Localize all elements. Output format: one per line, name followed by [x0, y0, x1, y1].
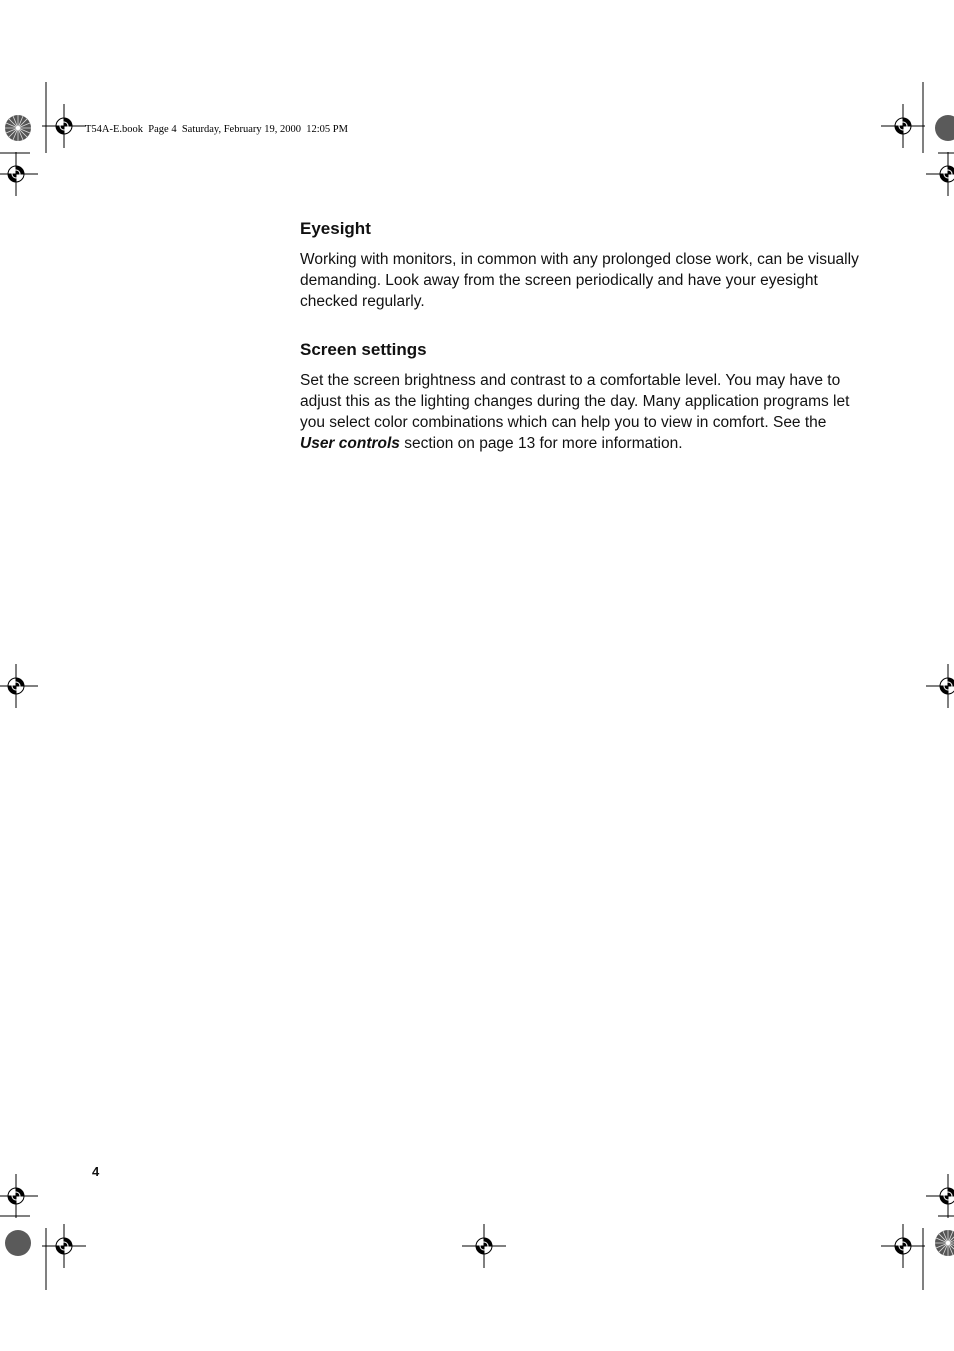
section-body: Working with monitors, in common with any prolonged close work, can be visually demanding. Look away from the screen periodically and have your eyesight checked regularly.	[300, 251, 859, 310]
registration-mark-icon	[462, 1224, 506, 1268]
section-heading: Screen settings	[300, 340, 427, 359]
body-text-after: section on page 13 for more information.	[399, 435, 683, 452]
color-bar-circle-icon	[5, 1230, 31, 1256]
registration-mark-icon	[881, 1224, 925, 1268]
registration-mark-icon	[881, 104, 925, 148]
registration-mark-icon	[0, 152, 38, 196]
registration-mark-icon	[926, 664, 954, 708]
color-bar-circle-icon	[935, 1230, 954, 1256]
main-content	[300, 218, 860, 454]
registration-mark-icon	[926, 1174, 954, 1218]
section-screen-settings	[300, 339, 860, 454]
print-slug: T54A-E.book Page 4 Saturday, February 19, 2000 12:05 PM	[85, 124, 348, 135]
section-eyesight	[300, 218, 860, 312]
registration-mark-icon	[42, 104, 86, 148]
color-bar-circle-icon	[935, 115, 954, 141]
color-bar-circle-icon	[5, 115, 31, 141]
registration-mark-icon	[42, 1224, 86, 1268]
user-controls-reference[interactable]: User controls	[300, 435, 400, 452]
registration-mark-icon	[0, 664, 38, 708]
section-heading: Eyesight	[300, 219, 371, 238]
page-number: 4	[92, 1164, 100, 1179]
registration-mark-icon	[0, 1174, 38, 1218]
section-body	[300, 370, 860, 454]
registration-mark-icon	[926, 152, 954, 196]
body-text-before: Set the screen brightness and contrast to a comfortable level. You may have to adjust this as the lighting changes during the day. Many application programs let you select color combinations which can help you to view in comfort. See the	[300, 372, 850, 431]
